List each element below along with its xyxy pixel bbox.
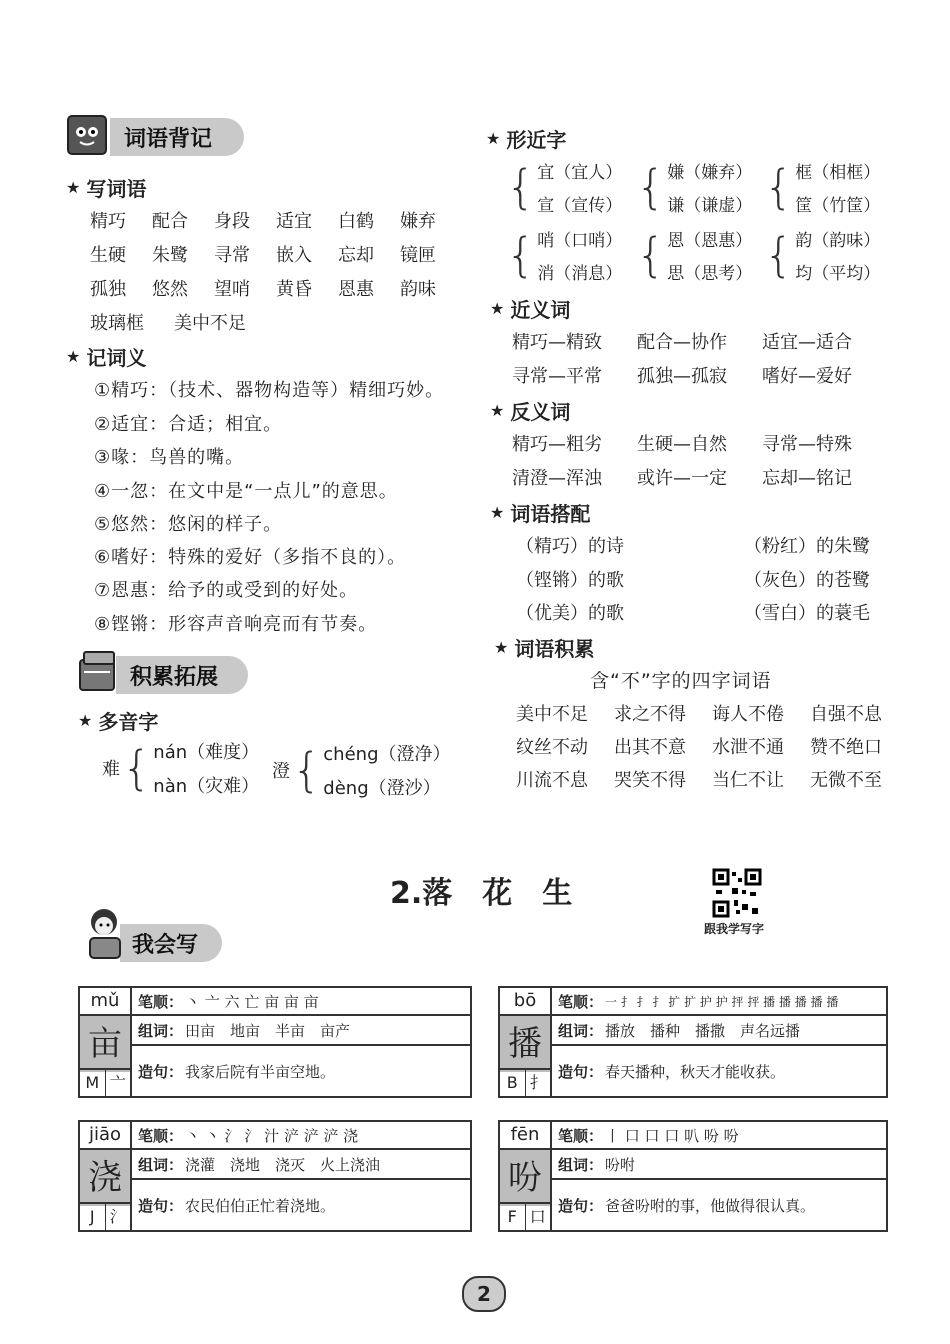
write-words-heading: ★ 写词语 xyxy=(66,177,147,201)
antonym-row: 精巧—粗劣 生硬—自然 寻常—特殊 xyxy=(512,434,852,455)
star-icon: ★ xyxy=(490,503,505,522)
book-mascot-icon xyxy=(62,108,116,162)
word-row: 生硬 朱鹭 寻常 嵌入 忘却 镜匣 xyxy=(90,245,436,266)
banner-title: 我会写 xyxy=(132,932,199,958)
accumulate-heading: ★ 词语积累 xyxy=(494,637,595,661)
card-capital: J xyxy=(80,1204,106,1230)
star-icon: ★ xyxy=(78,711,93,730)
card-pinyin: bō xyxy=(500,988,550,1016)
idiom-row: 美中不足 求之不得 诲人不倦 自强不息 xyxy=(516,704,882,725)
antonyms-heading: ★ 反义词 xyxy=(490,400,571,424)
qr-caption: 跟我学写字 xyxy=(704,922,765,936)
idiom-row: 纹丝不动 出其不意 水泄不通 赞不绝口 xyxy=(516,737,882,758)
similar-group: { 框（相框） 筐（竹筐） xyxy=(764,160,881,216)
star-icon: ★ xyxy=(66,178,81,197)
star-icon: ★ xyxy=(486,129,501,148)
section-banner-expand xyxy=(116,656,248,694)
card-stroke-order: 笔顺： 丶 亠 六 亡 亩 亩 亩 xyxy=(132,988,470,1016)
char-card xyxy=(78,986,472,1098)
card-pinyin: jiāo xyxy=(80,1122,130,1150)
page-number-badge xyxy=(462,1276,506,1312)
section-banner-vocab xyxy=(110,118,244,156)
antonym-row: 清澄—浑浊 或许—一定 忘却—铭记 xyxy=(512,468,852,489)
word-row: 精巧 配合 身段 适宜 白鹤 嫌弃 xyxy=(90,211,436,232)
card-capital: M xyxy=(80,1070,106,1096)
star-icon: ★ xyxy=(494,638,509,657)
meaning-item: ①精巧：（技术、器物构造等）精细巧妙。 xyxy=(94,380,445,401)
card-character: 播 xyxy=(500,1016,550,1072)
meanings-heading: ★ 记词义 xyxy=(66,346,147,370)
card-radical: 亠 xyxy=(109,1073,126,1092)
meaning-item: ②适宜：合适；相宜。 xyxy=(94,414,283,435)
word-row: 孤独 悠然 望哨 黄昏 恩惠 韵味 xyxy=(90,279,436,300)
polyphone-group: 澄 { chéng（澄净） dèng（澄沙） xyxy=(272,743,451,799)
card-pinyin: fēn xyxy=(500,1122,550,1150)
char-card xyxy=(78,1120,472,1232)
similar-group: { 嫌（嫌弃） 谦（谦虚） xyxy=(636,160,753,216)
star-icon: ★ xyxy=(490,299,505,318)
card-radical: 口 xyxy=(529,1207,546,1226)
meaning-item: ⑥嗜好：特殊的爱好（多指不良的）。 xyxy=(94,547,407,568)
star-icon: ★ xyxy=(490,401,505,420)
card-stroke-order: 笔顺： 一 扌 扌 扌 扩 扩 护 护 抨 抨 播 播 播 播 播 xyxy=(552,988,886,1016)
char-card xyxy=(498,1120,888,1232)
card-character: 吩 xyxy=(500,1150,550,1206)
card-capital: F xyxy=(500,1204,526,1230)
synonym-row: 精巧—精致 配合—协作 适宜—适合 xyxy=(512,332,852,353)
accumulate-subtitle: 含“不”字的四字词语 xyxy=(590,670,772,692)
collocation-heading: ★ 词语搭配 xyxy=(490,502,591,526)
meaning-item: ⑦恩惠：给予的或受到的好处。 xyxy=(94,580,359,601)
polyphone-group: 难 { nán（难度） nàn（灾难） xyxy=(102,741,260,797)
word-row: 玻璃框 美中不足 xyxy=(90,313,246,334)
card-capital: B xyxy=(500,1070,526,1096)
qr-code-icon[interactable] xyxy=(712,868,762,918)
card-sentence: 造句： 我家后院有半亩空地。 xyxy=(138,1062,336,1081)
card-sentence: 造句： 春天播种，秋天才能收获。 xyxy=(558,1062,786,1081)
card-sentence: 造句： 爸爸吩咐的事，他做得很认真。 xyxy=(558,1196,816,1215)
similar-group: { 恩（恩惠） 思（思考） xyxy=(636,228,753,284)
collocation-right: （雪白）的蓑毛 xyxy=(744,603,870,624)
collocation-left: （优美）的歌 xyxy=(516,603,624,624)
card-words: 组词： 浇灌 浇地 浇灭 火上浇油 xyxy=(132,1150,470,1180)
collocation-left: （铿锵）的歌 xyxy=(516,570,624,591)
card-words: 组词： 田亩 地亩 半亩 亩产 xyxy=(132,1016,470,1046)
char-card xyxy=(498,986,888,1098)
card-character: 浇 xyxy=(80,1150,130,1206)
card-words: 组词： 吩咐 xyxy=(552,1150,886,1180)
meaning-item: ⑧铿锵：形容声音响亮而有节奏。 xyxy=(94,614,378,635)
meaning-item: ⑤悠然：悠闲的样子。 xyxy=(94,514,283,535)
books-stack-icon xyxy=(74,646,124,696)
collocation-right: （灰色）的苍鹭 xyxy=(744,570,870,591)
polyphone-heading: ★ 多音字 xyxy=(78,710,159,734)
card-stroke-order: 笔顺： 丶 丶 氵 氵 汁 浐 浐 浐 浇 xyxy=(132,1122,470,1150)
similar-heading: ★ 形近字 xyxy=(486,128,567,152)
page-number: 2 xyxy=(477,1282,491,1306)
meaning-item: ③喙：鸟兽的嘴。 xyxy=(94,447,245,468)
card-radical: 氵 xyxy=(109,1207,126,1226)
card-sentence: 造句： 农民伯伯正忙着浇地。 xyxy=(138,1196,336,1215)
meaning-item: ④一忽：在文中是“一点儿”的意思。 xyxy=(94,481,398,502)
section-banner-write xyxy=(120,924,222,962)
girl-writing-icon xyxy=(82,906,130,962)
synonym-row: 寻常—平常 孤独—孤寂 嗜好—爱好 xyxy=(512,366,852,387)
idiom-row: 川流不息 哭笑不得 当仁不让 无微不至 xyxy=(516,770,882,791)
star-icon: ★ xyxy=(66,347,81,366)
synonyms-heading: ★ 近义词 xyxy=(490,298,571,322)
card-words: 组词： 播放 播种 播撒 声名远播 xyxy=(552,1016,886,1046)
card-stroke-order: 笔顺： 丨 口 口 口 叭 吩 吩 xyxy=(552,1122,886,1150)
card-pinyin: mǔ xyxy=(80,988,130,1016)
banner-title: 词语背记 xyxy=(124,126,213,152)
lesson-title: 2.落 花 生 xyxy=(390,876,573,911)
similar-group: { 宜（宜人） 宣（宣传） xyxy=(506,160,623,216)
similar-group: { 韵（韵味） 均（平均） xyxy=(764,228,881,284)
similar-group: { 哨（口哨） 消（消息） xyxy=(506,228,623,284)
collocation-right: （粉红）的朱鹭 xyxy=(744,536,870,557)
card-character: 亩 xyxy=(80,1016,130,1072)
card-radical: 扌 xyxy=(529,1073,546,1092)
banner-title: 积累拓展 xyxy=(130,664,219,690)
collocation-left: （精巧）的诗 xyxy=(516,536,624,557)
